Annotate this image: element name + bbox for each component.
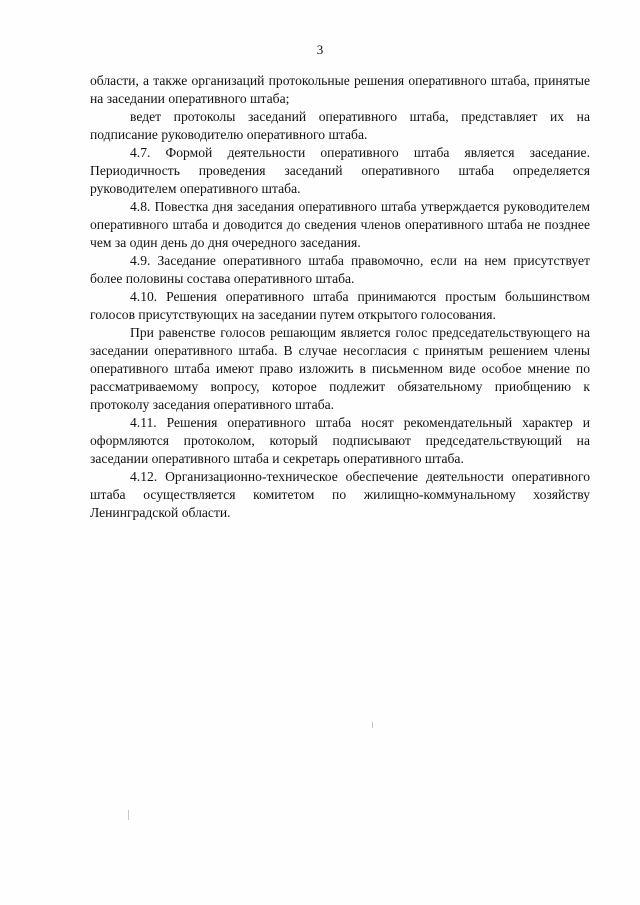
scan-artifact bbox=[372, 722, 373, 728]
paragraph-tie-vote: При равенстве голосов решающим является голос председательствующего на заседании оперативного штаба. В случае несогласия с принятым решением члены оперативного штаба имеют право изложить в письменном виде особое мнение по рассматриваемому вопросу, которое подлежит обязательному приобщению к протоколу заседания оперативного штаба. bbox=[90, 325, 590, 412]
paragraph-continuation: области, а также организаций протокольные решения оперативного штаба, принятые на заседании оперативного штаба; bbox=[90, 73, 590, 106]
document-body bbox=[90, 72, 590, 522]
paragraph-4-10: 4.10. Решения оперативного штаба принимаются простым большинством голосов присутствующих на заседании путем открытого голосования. bbox=[90, 289, 590, 322]
paragraph-4-9: 4.9. Заседание оперативного штаба правомочно, если на нем присутствует более половины состава оперативного штаба. bbox=[90, 253, 590, 286]
paragraph-4-12: 4.12. Организационно-техническое обеспечение деятельности оперативного штаба осуществляется комитетом по жилищно-коммунальному хозяйству Ленинградской области. bbox=[90, 469, 590, 520]
paragraph-4-8: 4.8. Повестка дня заседания оперативного штаба утверждается руководителем оперативного штаба и доводится до сведения членов оперативного штаба не позднее чем за один день до дня очередного заседания. bbox=[90, 199, 590, 250]
page-number: 3 bbox=[316, 42, 324, 57]
scan-artifact bbox=[128, 810, 129, 820]
paragraph-4-7: 4.7. Формой деятельности оперативного штаба является заседание. Периодичность проведения заседаний оперативного штаба определяется руководителем оперативного штаба. bbox=[90, 145, 590, 196]
paragraph-protocols: ведет протоколы заседаний оперативного штаба, представляет их на подписание руководителю оперативного штаба. bbox=[90, 109, 590, 142]
paragraph-4-11: 4.11. Решения оперативного штаба носят рекомендательный характер и оформляются протоколом, который подписывают председательствующий на заседании оперативного штаба и секретарь оперативного штаба. bbox=[90, 415, 590, 466]
